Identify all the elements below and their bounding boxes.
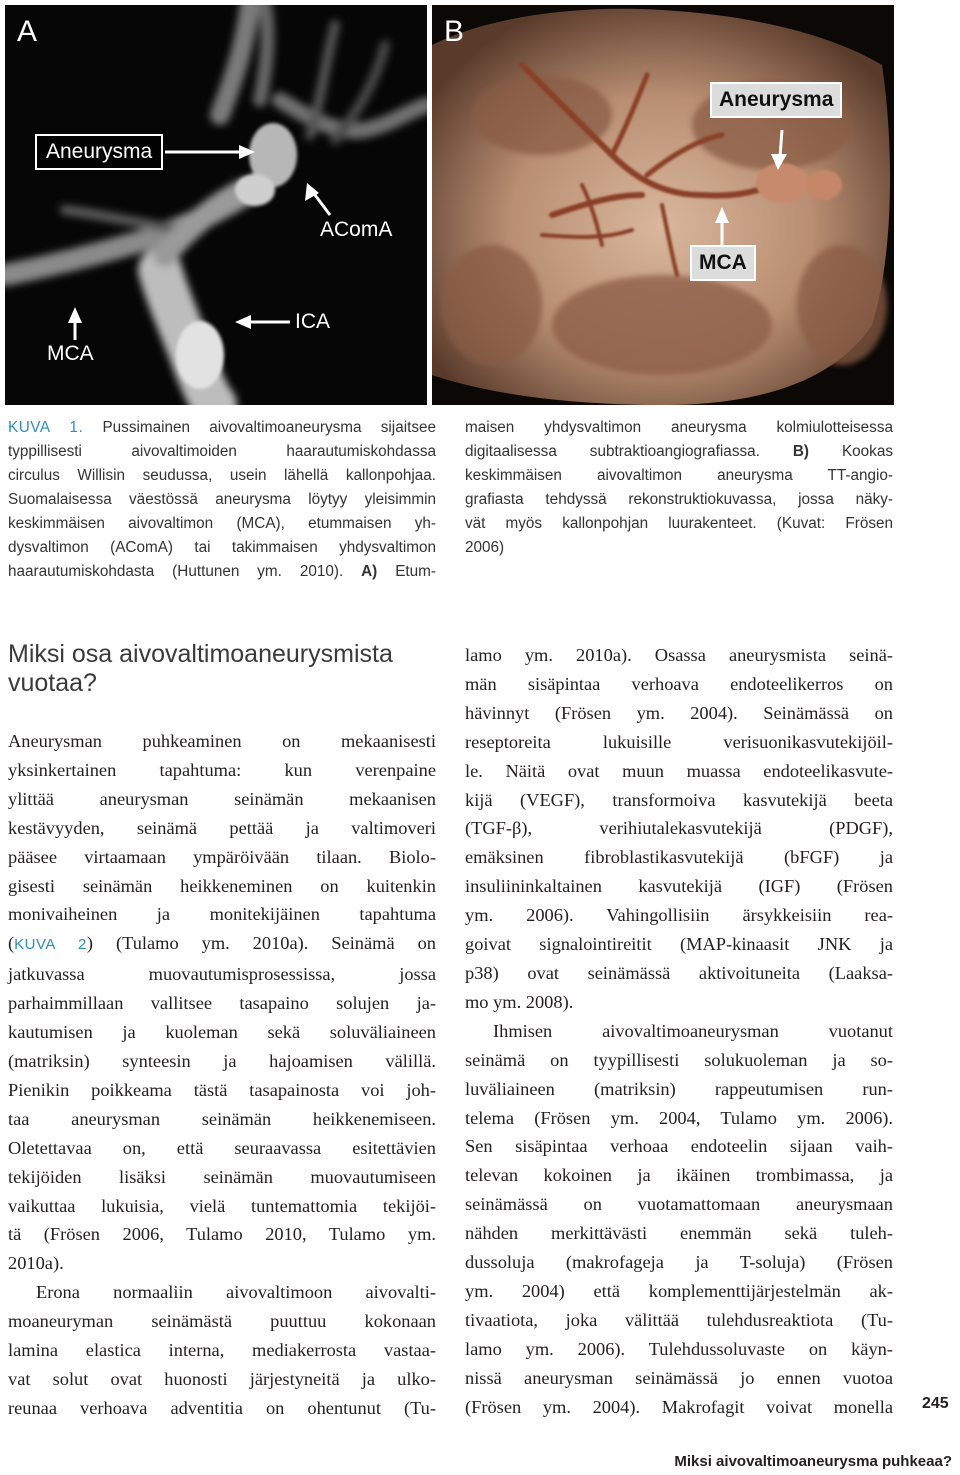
mca-label: MCA [47,342,94,365]
figure-panel-a [5,5,427,405]
panel-letter-a: A [17,15,38,48]
ica-label: ICA [295,310,331,333]
body-column-left [8,727,436,1423]
paragraph: Aneurysman puhkeaminen on mekaanisesti yksinkertainen tapahtuma: kun verenpaine ylittää aneurysman seinämän mekaanisen kestävyyden, seinämä pettää ja valtimoveri pääsee virtaamaan ympäröivään tilaan. Biolo- gisesti seinämän heikkeneminen on kuitenkin monivaiheinen ja monitekijäinen tapahtuma (KUVA 2) (Tulamo ym. 2010a). Seinämä on jatkuvassa muovautumisprosessissa, jossa parhaimmillaan vallitsee tasapaino solujen ja- kautumisen ja kuoleman sekä soluväliaineen (matriksin) synteesin ja hajoamisen välillä. Pienikin poikkeama tästä tasapainosta voi joh- taa aneurysman seinämän heikkenemiseen. Oletettavaa on, että seuraavassa esitettävien tekijöiden lisäksi seinämän muovautumiseen vaikuttaa lukuisia, vielä tuntemattomia tekijöi- tä (Frösen 2006, Tulamo 2010, Tulamo ym. 2010a). [8,731,436,1274]
acoma-label: AComA [320,218,393,241]
figure-panel-b [432,5,894,405]
figure-caption-left: KUVA 1. Pussimainen aivovaltimoaneurysma sijaitsee typpillisesti aivovaltimoiden haarautumiskohdassa circulus Willisin seudussa, usein lähellä kallonpohjaa. Suomalaisessa väestössä aneurysma löytyy yleisimmin keskimmäisen aivovaltimon (MCA), etummaisen yh- dysvaltimon (AComA) tai takimmaisen yhdysvaltimon haarautumiskohdasta (Huttunen ym. 2010). A) Etum- [8,419,437,580]
panel-letter-b: B [444,15,465,48]
mca-label: MCA [690,245,756,281]
paragraph: lamo ym. 2010a). Osassa aneurysmista seinä- män sisäpintaa verhoava endoteelikerros on hävinnyt (Frösen ym. 2004). Seinämässä on reseptoreita lukuisille verisuonikasvutekijöil- le. Näitä ovat muun muassa endoteelikasvute- kijä (VEGF), transformoiva kasvutekijä beeta (TGF-β), verihiutalekasvutekijä (PDGF), emäksinen fibroblastikasvutekijä (bFGF) ja insuliininkaltainen kasvutekijä (IGF) (Frösen ym. 2006). Vahingollisiin ärsykkeisiin rea- goivat signalointireitit (MAP-kinaasit JNK ja p38) ovat seinämässä aktivoituneita (Laaksa- mo ym. 2008). [465,645,893,1012]
caption-label: KUVA 1. [8,419,84,436]
paragraph: Erona normaaliin aivovaltimoon aivovalti- moaneuryman seinämästä puuttuu kokonaan lamina elastica interna, mediakerrosta vastaa- vat solut ovat huonosti järjestyneitä ja ulko- reunaa verhoava adventitia on ohentunut (Tu- [8,1282,436,1418]
section-heading: Miksi osa aivovaltimoaneurysmista vuotaa? [8,640,393,697]
paragraph: Ihmisen aivovaltimoaneurysman vuotanut seinämä on tyypillisesti solukuoleman ja so- luväliaineen (matriksin) rappeutumisen run- telema (Frösen ym. 2004, Tulamo ym. 2006). Sen sisäpintaa verhoaa endoteelin sijaan vaih- televan kokoinen ja ikäinen trombimassa, ja seinämässä on vuotamattomaan aneurysmaan nähden merkittävästi enemmän sekä tuleh- dussoluja (makrofageja ja T-soluja) (Frösen ym. 2004) että komplementtijärjestelmän ak- tivaatiota, joka välittää tulehdusreaktiota (Tu- lamo ym. 2006). Tulehdussoluvaste on käyn- nissä aneurysman seinämässä jo ennen vuotoa (Frösen ym. 2004). Makrofagit voivat monella [465,1020,893,1417]
figure-caption-right: maisen yhdysvaltimon aneurysma kolmiulotteisessa digitaalisessa subtraktioangiografiassa. B) Kookas keskimmäisen aivovaltimon aneurysma TT-angio- grafiasta tehdyssä rekonstruktiokuvassa, jossa näky- vät myös kallonpohjan luurakenteet. (Kuvat: Frösen 2006) [465,419,893,556]
aneurysm-label: Aneurysma [35,134,163,170]
running-footer-title: Miksi aivovaltimoaneurysma puhkeaa? [674,1453,952,1470]
page-number: 245 [922,1395,949,1412]
figure-reference: KUVA 2 [14,936,87,954]
aneurysm-label: Aneurysma [710,82,842,118]
ct-reconstruction-image [432,5,894,405]
body-column-right [465,641,893,1421]
